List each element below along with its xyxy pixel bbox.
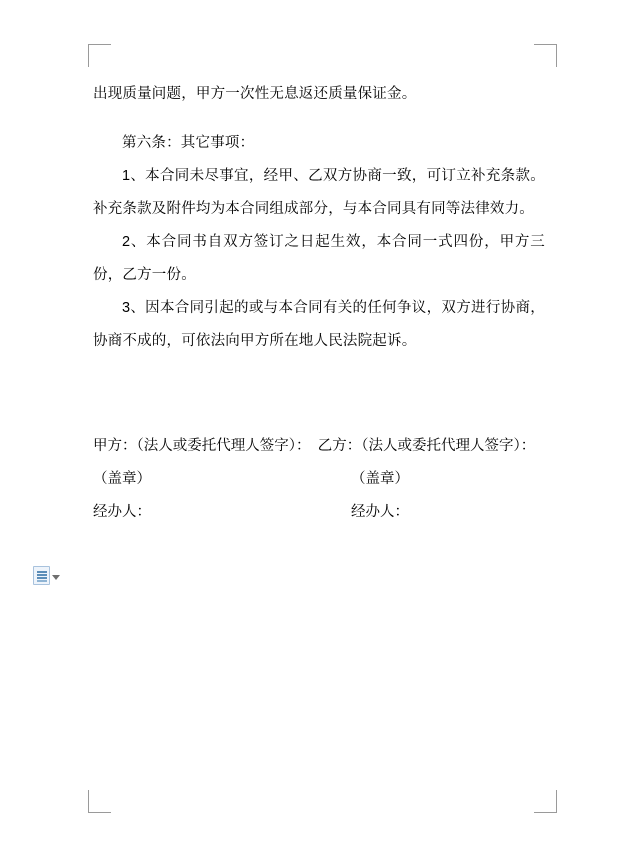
paragraph-item-3: 3、因本合同引起的或与本合同有关的任何争议，双方进行协商，协商不成的，可依法向甲方所在地人民法院起诉。 [93, 300, 545, 349]
paragraph-article-six-title: 第六条：其它事项： [122, 135, 255, 151]
paragraph-item-1: 1、本合同未尽事宜，经甲、乙双方协商一致，可订立补充条款。补充条款及附件均为本合同组成部分，与本合同具有同等法律效力。 [93, 168, 545, 217]
paragraph-quality-guarantee: 出现质量问题，甲方一次性无息返还质量保证金。 [93, 86, 417, 102]
chevron-down-icon[interactable] [52, 575, 60, 580]
paste-options-icon[interactable] [33, 566, 50, 585]
crop-mark-bottom-right [534, 790, 557, 813]
paragraph-item-2: 2、本合同书自双方签订之日起生效，本合同一式四份，甲方三份，乙方一份。 [93, 234, 545, 283]
signature-seal-row [93, 463, 545, 496]
seal-label-left: （盖章） [93, 471, 151, 487]
seal-label-right: （盖章） [351, 471, 409, 487]
paste-options-smart-tag[interactable] [33, 566, 60, 585]
signature-handler-row [93, 496, 545, 529]
crop-mark-top-right [534, 44, 557, 67]
signature-block [93, 430, 545, 529]
document-body [93, 78, 545, 358]
handler-label-right: 经办人： [351, 504, 409, 520]
crop-mark-top-left [88, 44, 111, 67]
crop-mark-bottom-left [88, 790, 111, 813]
handler-label-left: 经办人： [93, 504, 151, 520]
signature-party-line: 甲方：（法人或委托代理人签字）： 乙方：（法人或委托代理人签字）： [93, 438, 536, 454]
